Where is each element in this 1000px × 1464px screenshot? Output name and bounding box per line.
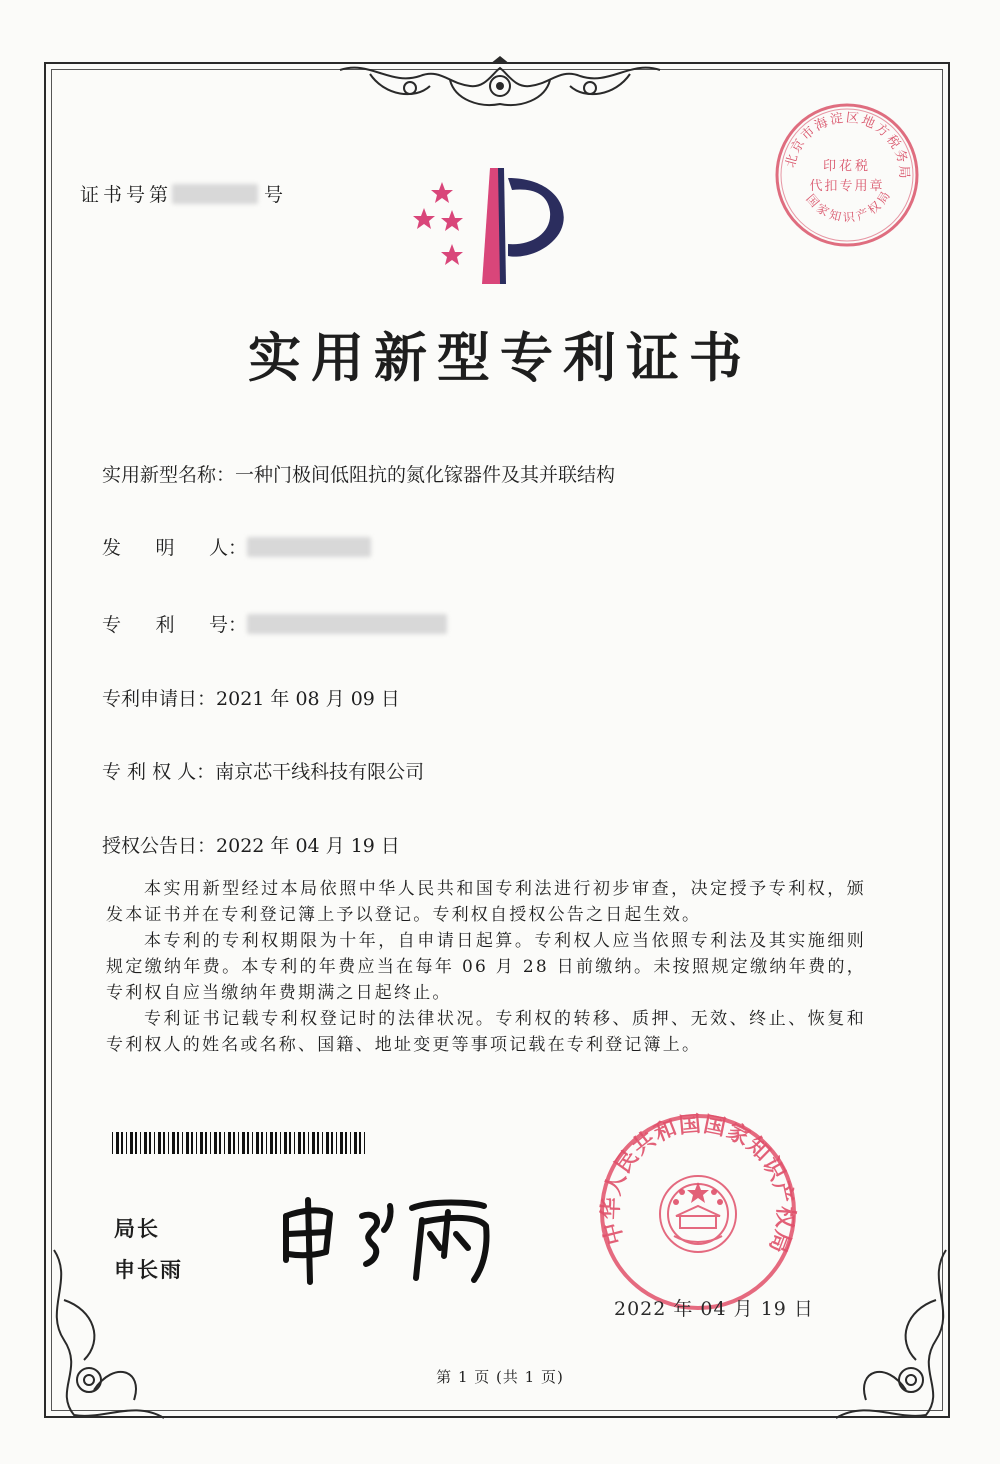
barcode-bar	[252, 1132, 253, 1154]
barcode-bar	[298, 1132, 301, 1154]
official-seal-ring-text: 中华人民共和国国家知识产权局	[598, 1112, 798, 1258]
barcode-bar	[238, 1132, 239, 1154]
certificate-title: 实用新型专利证书	[248, 328, 752, 389]
barcode-bar	[158, 1132, 161, 1154]
barcode-bar	[359, 1132, 361, 1154]
barcode-bar	[317, 1132, 319, 1154]
barcode-bar	[210, 1132, 211, 1154]
barcode-bar	[182, 1132, 183, 1154]
barcode-bar	[256, 1132, 259, 1154]
cnipa-official-seal	[598, 1112, 798, 1312]
grant-date-label: 授权公告日：	[102, 835, 217, 857]
body-paragraph-1: 本实用新型经过本局依照中华人民共和国专利法进行初步审查，决定授予专利权，颁发本证书并在专利登记簿上予以登记。专利权自授权公告之日起生效。	[106, 879, 866, 925]
body-paragraph-3: 专利证书记载专利权登记时的法律状况。专利权的转移、质押、无效、终止、恢复和专利权人的姓名或名称、国籍、地址变更等事项记载在专利登记簿上。	[106, 1009, 866, 1055]
barcode-bar	[140, 1132, 141, 1154]
inventor-label: 发 明 人	[102, 537, 228, 559]
barcode-bar	[354, 1132, 357, 1154]
utility-model-name-value: 一种门极间低阻抗的氮化镓器件及其并联结构	[235, 464, 616, 486]
filing-date-label: 专利申请日：	[102, 688, 217, 710]
barcode-bar	[186, 1132, 189, 1154]
certificate-number-redacted	[172, 184, 258, 204]
tax-seal-center-line2: 代扣专用章	[809, 179, 885, 194]
barcode-bar	[126, 1132, 127, 1154]
patentee-value: 南京芯干线科技有限公司	[215, 761, 425, 783]
barcode-bar	[163, 1132, 165, 1154]
barcode-bar	[340, 1132, 343, 1154]
barcode-bar	[154, 1132, 155, 1154]
barcode-bar	[191, 1132, 193, 1154]
certificate-body	[106, 876, 866, 1058]
barcode-bar	[275, 1132, 277, 1154]
cnipa-logo	[412, 160, 582, 290]
barcode-bar	[205, 1132, 207, 1154]
barcode-bar	[350, 1132, 351, 1154]
director-name: 申长雨	[114, 1258, 183, 1282]
barcode-bar	[200, 1132, 203, 1154]
barcode-bar	[172, 1132, 175, 1154]
certificate-number	[80, 180, 287, 207]
filing-date-value: 2021 年 08 月 09 日	[216, 688, 400, 710]
barcode-bar	[177, 1132, 179, 1154]
barcode-bar	[280, 1132, 281, 1154]
seal-date: 2022 年 04 月 19 日	[614, 1298, 814, 1320]
page-number: 第 1 页 (共 1 页)	[436, 1368, 564, 1386]
utility-model-name-label: 实用新型名称：	[102, 464, 236, 486]
barcode-bar	[196, 1132, 197, 1154]
barcode-bar	[121, 1132, 123, 1154]
barcode-bar	[322, 1132, 323, 1154]
top-ornament	[330, 56, 670, 120]
tax-stamp-seal	[772, 100, 922, 250]
barcode-bar	[233, 1132, 235, 1154]
barcode-bar	[266, 1132, 267, 1154]
barcode-bar	[289, 1132, 291, 1154]
body-paragraph-2: 本专利的专利权期限为十年，自申请日起算。专利权人应当依照专利法及其实施细则规定缴纳年费。本专利的年费应当在每年 06 月 28 日前缴纳。未按照规定缴纳年费的，专利权自应当缴纳年费期满之日起终止。	[106, 931, 866, 1003]
patent-number-row: 专 利 号 ：	[102, 610, 447, 637]
certificate-number-prefix: 证书号第	[80, 184, 173, 206]
barcode-bar	[336, 1132, 337, 1154]
barcode-bar	[247, 1132, 249, 1154]
director-title: 局长	[114, 1217, 160, 1241]
tax-seal-bottom-text: 国家知识产权局	[803, 186, 895, 225]
barcode-bar	[168, 1132, 169, 1154]
barcode-bar	[130, 1132, 133, 1154]
barcode-bar	[228, 1132, 231, 1154]
barcode-bar	[149, 1132, 151, 1154]
barcode	[112, 1132, 368, 1154]
grant-date-row	[102, 831, 400, 858]
tax-seal-ring-text: 北京市海淀区地方税务局	[783, 110, 912, 181]
tax-seal-center-line1: 印花税	[822, 159, 872, 174]
barcode-bar	[116, 1132, 119, 1154]
bottom-right-corner-ornament	[826, 1240, 966, 1430]
barcode-bar	[135, 1132, 137, 1154]
barcode-bar	[224, 1132, 225, 1154]
patent-number-value-redacted	[247, 614, 447, 634]
barcode-bar	[214, 1132, 217, 1154]
inventor-value-redacted	[247, 537, 371, 557]
barcode-bar	[331, 1132, 333, 1154]
barcode-bar	[144, 1132, 147, 1154]
director-signature	[272, 1186, 502, 1286]
barcode-bar	[364, 1132, 365, 1154]
barcode-bar	[261, 1132, 263, 1154]
barcode-bar	[112, 1132, 113, 1154]
barcode-bar	[219, 1132, 221, 1154]
patentee-label: 专 利 权 人：	[102, 761, 216, 783]
barcode-bar	[326, 1132, 329, 1154]
barcode-bar	[303, 1132, 305, 1154]
barcode-bar	[345, 1132, 347, 1154]
barcode-bar	[312, 1132, 315, 1154]
barcode-bar	[270, 1132, 273, 1154]
inventor-row: 发 明 人 ：	[102, 533, 371, 560]
grant-date-value: 2022 年 04 月 19 日	[216, 835, 400, 857]
barcode-bar	[284, 1132, 287, 1154]
barcode-bar	[242, 1132, 245, 1154]
certificate-number-suffix: 号	[264, 184, 288, 206]
patentee-row	[102, 757, 424, 784]
barcode-bar	[308, 1132, 309, 1154]
patent-number-label: 专 利 号	[102, 614, 228, 636]
utility-model-name-row	[102, 460, 615, 487]
barcode-bar	[294, 1132, 295, 1154]
filing-date-row	[102, 684, 400, 711]
